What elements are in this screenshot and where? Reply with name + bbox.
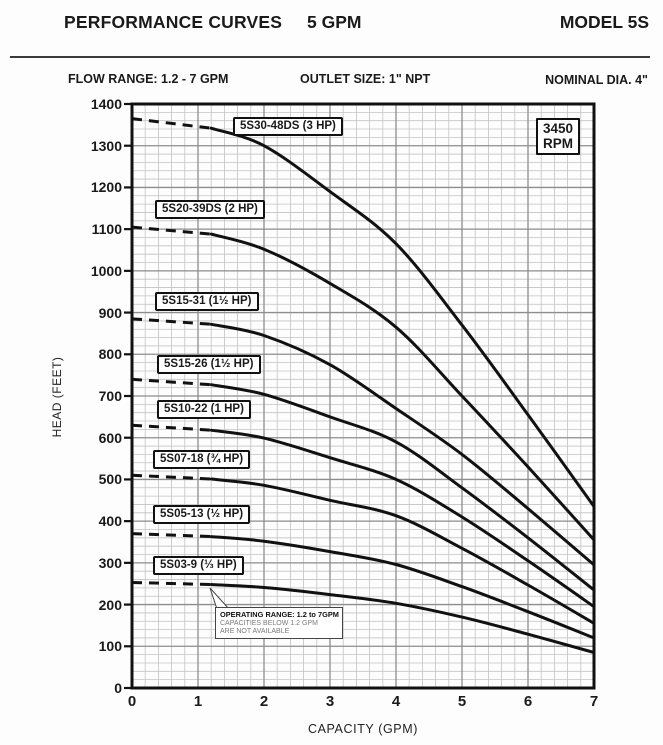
y-tick-label: 1100 [91, 221, 122, 238]
pump-curve [211, 234, 594, 540]
curve-label: 5S03-9 (⅓ HP) [153, 556, 244, 575]
y-tick-label: 300 [98, 554, 122, 571]
curve-dashed-segment [132, 534, 211, 537]
curve-dashed-segment [132, 475, 211, 479]
callout-pointer [210, 588, 229, 609]
curve-label: 5S10-22 (1 HP) [157, 400, 251, 419]
x-tick-label: 3 [325, 693, 335, 710]
y-tick-label: 200 [98, 596, 122, 613]
x-axis-title: CAPACITY (GPM) [307, 722, 419, 736]
rpm-value: 3450 [542, 121, 574, 136]
pump-curve [211, 128, 594, 506]
y-tick-label: 700 [98, 388, 122, 404]
curve-dashed-segment [132, 582, 211, 584]
curve-label: 5S30-48DS (3 HP) [233, 117, 343, 136]
y-tick-label: 1400 [90, 96, 122, 112]
x-tick-label: 1 [193, 693, 203, 710]
rpm-badge [536, 118, 580, 155]
y-tick-label: 500 [98, 471, 122, 488]
operating-range-line2: CAPACITIES BELOW 1.2 GPM [220, 620, 318, 627]
y-tick-label: 1200 [90, 179, 122, 196]
model-title: MODEL 5S [559, 12, 649, 32]
nominal-dia-label: NOMINAL DIA. 4" [545, 73, 648, 87]
x-tick-label: 0 [127, 693, 137, 710]
curve-label: 5S05-13 (½ HP) [153, 505, 250, 524]
flow-rating-title: 5 GPM [307, 12, 362, 32]
page-title: PERFORMANCE CURVES [64, 12, 283, 32]
outlet-size-label: OUTLET SIZE: 1" NPT [300, 72, 431, 86]
y-tick-label: 1000 [90, 262, 122, 279]
rpm-unit: RPM [543, 136, 573, 151]
operating-range-line3: ARE NOT AVAILABLE [220, 628, 290, 635]
curve-label: 5S07-18 (¾ HP) [153, 450, 250, 469]
operating-range-line1: OPERATING RANGE: 1.2 to 7GPM [220, 610, 339, 619]
y-tick-label: 1300 [90, 137, 122, 154]
x-tick-label: 7 [589, 693, 599, 710]
y-tick-label: 800 [98, 346, 122, 363]
y-tick-label: 400 [98, 513, 122, 530]
flow-range-label: FLOW RANGE: 1.2 - 7 GPM [68, 72, 229, 86]
y-tick-label: 100 [98, 638, 122, 655]
y-tick-label: 600 [98, 429, 122, 446]
curve-label: 5S20-39DS (2 HP) [155, 200, 265, 219]
curve-label: 5S15-26 (1½ HP) [157, 355, 261, 374]
operating-range-note [215, 607, 343, 639]
curve-label: 5S15-31 (1½ HP) [155, 292, 259, 311]
y-tick-label: 900 [98, 304, 122, 321]
x-tick-label: 6 [523, 693, 533, 710]
x-tick-label: 2 [259, 693, 269, 710]
x-tick-label: 4 [391, 693, 401, 710]
y-axis-title: HEAD (FEET) [50, 356, 64, 438]
x-tick-label: 5 [457, 693, 467, 710]
pump-curve [211, 479, 594, 623]
y-tick-label: 0 [114, 680, 122, 696]
